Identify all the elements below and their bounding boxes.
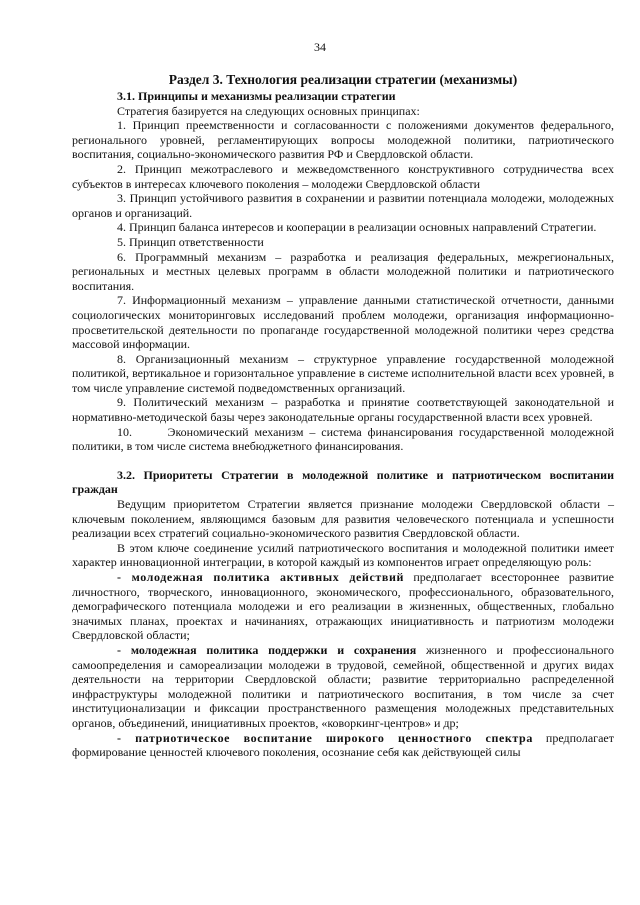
list-item: 1. Принцип преемственности и согласованности с положениями документов федерального, регионального уровней, регламентирующих вопросы молодежной политики, патриотического воспитания, социально-экономического развития РФ и Свердловской области. bbox=[72, 118, 614, 162]
subsection-heading-3-2: 3.2. Приоритеты Стратегии в молодежной политике и патриотическом воспитании граждан bbox=[72, 467, 614, 497]
list-item: 2. Принцип межотраслевого и межведомственного конструктивного сотрудничества всех субъектов в интересах ключевого поколения – молодежи Свердловской области bbox=[72, 161, 614, 191]
section-title: Раздел 3. Технология реализации стратегии (механизмы) bbox=[168, 72, 518, 87]
bullet-patriotic-education bbox=[72, 731, 614, 760]
bullet-text: жизненного и профессионального самоопределения и самореализации молодежи в трудовой, семейной, общественной и других видах деятельности на территории Свердловской области; развитие территориально распределенной инфраструктуры молодежной политики и патриотического воспитания, в том числе за счет институционализации и фиксации пространственного размещения молодежных представительных органов, объединений, инициативных проектов, «коворкинг-центров» и др; bbox=[72, 642, 614, 730]
bullet-support-policy bbox=[72, 643, 614, 731]
bullet-term: - патриотическое воспитание широкого ценностного спектра bbox=[117, 730, 533, 745]
list-item: 5. Принцип ответственности bbox=[117, 234, 264, 249]
subsection-heading-3-1: 3.1. Принципы и механизмы реализации стратегии bbox=[117, 89, 396, 103]
bullet-active-policy bbox=[72, 570, 614, 643]
list-item: 10. Экономический механизм – система финансирования государственной молодежной политики, в том числе система внебюджетного финансирования. bbox=[72, 424, 617, 454]
list-item: 7. Информационный механизм – управление данными статистической отчетности, данными социологических мониторинговых исследований проблем молодежи, организация информационно-просветительской деятельности по пропаганде государственной молодежной политики через средства массовой информации. bbox=[72, 293, 614, 352]
list-item: 4. Принцип баланса интересов и кооперации в реализации основных направлений Стратегии. bbox=[117, 220, 597, 235]
list-item: 8. Организационный механизм – структурное управление государственной молодежной политикой, вертикальное и горизонтальное управление в системе исполнительной власти всех уровней, в том числе управление системой подведомственных организаций. bbox=[72, 351, 614, 395]
bullet-term: - молодежная политика активных действий bbox=[117, 570, 404, 584]
principles-intro: Стратегия базируется на следующих основных принципах: bbox=[117, 103, 420, 118]
bullet-text: предполагает формирование ценностей ключевого поколения, осознание себя как действующей силы bbox=[72, 730, 614, 760]
priority-paragraph: Ведущим приоритетом Стратегии является признание молодежи Свердловской области – ключевым поколением, являющимся базовым для развития человеческого потенциала и успешности реализации всех стратегий социально-экономического развития Свердловской области. bbox=[72, 497, 614, 541]
bullet-term: - молодежная политика поддержки и сохранения bbox=[117, 642, 417, 657]
list-item: 3. Принцип устойчивого развития в сохранении и развитии потенциала молодежи, молодежных органов и организаций. bbox=[72, 191, 614, 220]
list-item: 6. Программный механизм – разработка и реализация федеральных, межрегиональных, региональных и местных целевых программ в области молодежной политики и патриотического воспитания. bbox=[72, 249, 614, 293]
bullet-text: предполагает всестороннее развитие личностного, творческого, инновационного, экономического, профессионального, образовательного, демографического потенциала молодежи и его реализации в жизненных, общественных, глобально значимых планах, проектах и начинаниях, отражающих инициативность и патриотизм молодежи Свердловской области; bbox=[72, 570, 614, 643]
page-content bbox=[72, 72, 617, 760]
page-number: 34 bbox=[314, 40, 326, 54]
section-spacer bbox=[72, 454, 614, 468]
integration-paragraph: В этом ключе соединение усилий патриотического воспитания и молодежной политики имеет характер инновационной интеграции, в которой каждый из компонентов играет определяющую роль: bbox=[72, 540, 614, 570]
list-item: 9. Политический механизм – разработка и принятие соответствующей законодательной и нормативно-методической базы через законодательные органы государственной власти всех уровней. bbox=[72, 395, 614, 425]
